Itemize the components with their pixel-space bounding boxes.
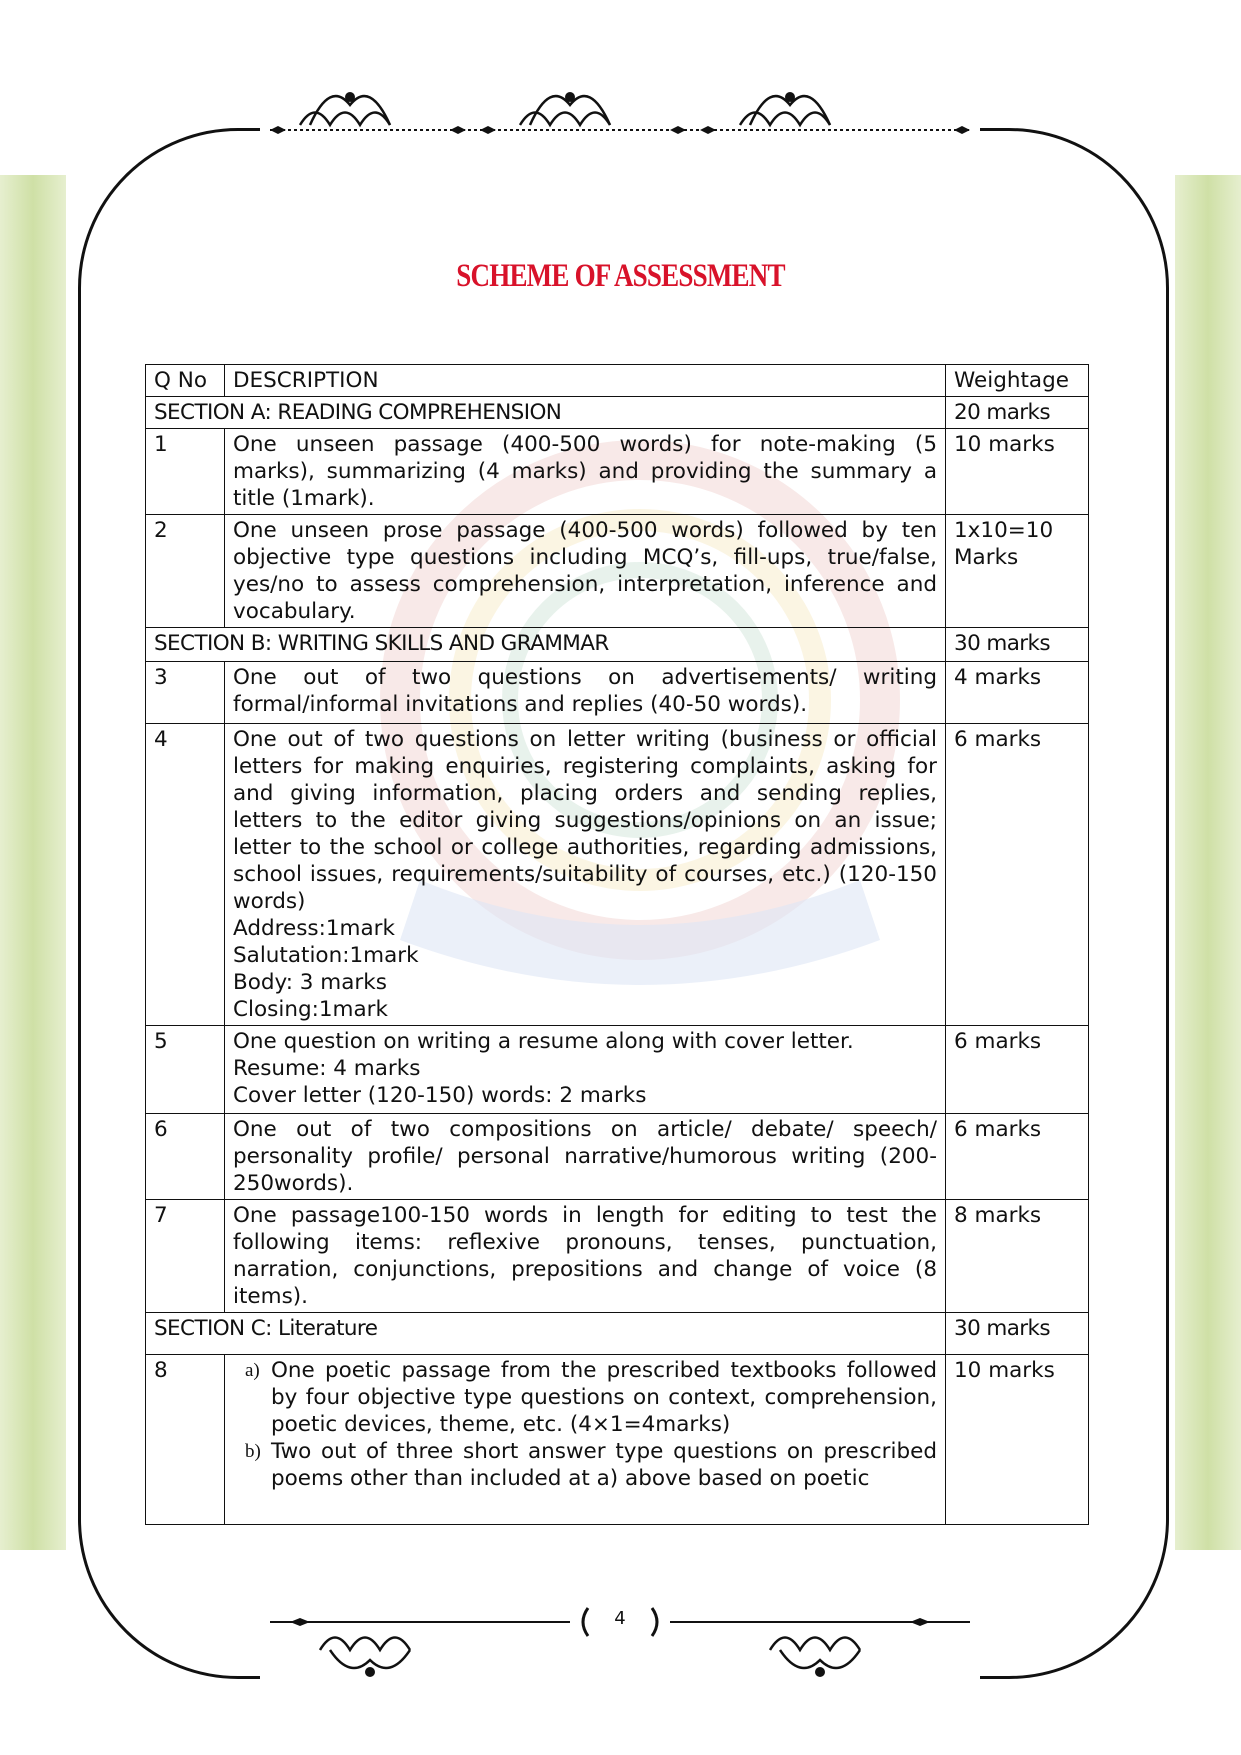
- weightage-line: 4 marks: [954, 665, 1042, 690]
- description-line: Address:1mark: [233, 916, 395, 941]
- sub-question-text: Two out of three short answer type questions on prescribed poems other than included at a) above based on poetic: [271, 1439, 937, 1491]
- description-line: One passage100-150 words in length for editing to test the following items: reflexive pronouns, tenses, punctuation, narration, conjunctions, prepositions and change of voice (8 items).: [233, 1203, 937, 1309]
- question-weightage: [946, 724, 1089, 1026]
- question-weightage: [946, 1026, 1089, 1114]
- table-header-row: [146, 365, 1089, 397]
- question-weightage: [946, 515, 1089, 628]
- table-row: [146, 662, 1089, 724]
- right-decorative-bar: [1175, 175, 1241, 1550]
- weightage-line: 10 marks: [954, 432, 1055, 457]
- section-heading: SECTION A: READING COMPREHENSION: [146, 397, 946, 429]
- question-description: [225, 429, 946, 515]
- section-marks: 30 marks: [946, 628, 1089, 662]
- question-description: [225, 1200, 946, 1313]
- question-weightage: [946, 662, 1089, 724]
- sub-question: [233, 1357, 937, 1438]
- assessment-table: [145, 364, 1089, 1525]
- question-weightage: [946, 1200, 1089, 1313]
- weightage-line: 10 marks: [954, 1358, 1055, 1383]
- description-line: One out of two compositions on article/ debate/ speech/ personality profile/ personal narrative/humorous writing (200-250words).: [233, 1117, 937, 1196]
- question-description: [225, 724, 946, 1026]
- page-number: 4: [614, 1608, 626, 1629]
- question-weightage: [946, 429, 1089, 515]
- description-line: Resume: 4 marks: [233, 1056, 421, 1081]
- section-heading-row: [146, 1313, 1089, 1355]
- section-heading-row: [146, 397, 1089, 429]
- question-weightage: [946, 1355, 1089, 1525]
- weightage-line: 1x10=10: [954, 518, 1054, 543]
- question-number: 3: [146, 662, 225, 724]
- question-number: 6: [146, 1114, 225, 1200]
- question-description: [225, 1355, 946, 1525]
- section-marks: 30 marks: [946, 1313, 1089, 1355]
- page-title: SCHEME OF ASSESSMENT: [456, 258, 785, 294]
- sub-question-marker: a): [245, 1360, 260, 1381]
- table-row: [146, 515, 1089, 628]
- question-description: [225, 1114, 946, 1200]
- table-body: [146, 397, 1089, 1525]
- question-number: 5: [146, 1026, 225, 1114]
- description-line: Body: 3 marks: [233, 970, 387, 995]
- weightage-line: 6 marks: [954, 727, 1042, 752]
- description-line: One question on writing a resume along with cover letter.: [233, 1029, 854, 1054]
- table-row: [146, 1026, 1089, 1114]
- section-heading-row: [146, 628, 1089, 662]
- weightage-line: 6 marks: [954, 1117, 1042, 1142]
- question-description: [225, 662, 946, 724]
- section-heading: SECTION C: Literature: [146, 1313, 946, 1355]
- left-decorative-bar: [0, 175, 66, 1550]
- question-number: 7: [146, 1200, 225, 1313]
- description-line: One unseen passage (400-500 words) for note-making (5 marks), summarizing (4 marks) and providing the summary a title (1mark).: [233, 432, 937, 511]
- question-number: 8: [146, 1355, 225, 1525]
- sub-question-text: One poetic passage from the prescribed textbooks followed by four objective type questions on context, comprehension, poetic devices, theme, etc. (4×1=4marks): [271, 1358, 937, 1437]
- question-number: 4: [146, 724, 225, 1026]
- description-line: One out of two questions on advertisements/ writing formal/informal invitations and replies (40-50 words).: [233, 665, 937, 717]
- weightage-line: 6 marks: [954, 1029, 1042, 1054]
- description-line: Cover letter (120-150) words: 2 marks: [233, 1083, 647, 1108]
- question-description: [225, 515, 946, 628]
- weightage-line: 8 marks: [954, 1203, 1042, 1228]
- question-description: [225, 1026, 946, 1114]
- description-line: One out of two questions on letter writing (business or official letters for making enquiries, registering complaints, asking for and giving information, placing orders and sending replies, letters to the editor giving suggestions/opinions on an issue; letter to the school or college authorities, regarding admissions, school issues, requirements/suitability of courses, etc.) (120-150 words): [233, 727, 937, 914]
- description-line: Closing:1mark: [233, 997, 388, 1022]
- section-marks: 20 marks: [946, 397, 1089, 429]
- header-description: DESCRIPTION: [225, 365, 946, 397]
- description-line: Salutation:1mark: [233, 943, 419, 968]
- weightage-line: Marks: [954, 545, 1019, 570]
- table-row: [146, 1200, 1089, 1313]
- sub-question: [233, 1438, 937, 1492]
- section-heading: SECTION B: WRITING SKILLS AND GRAMMAR: [146, 628, 946, 662]
- question-number: 2: [146, 515, 225, 628]
- table-row: [146, 1114, 1089, 1200]
- table-row: [146, 429, 1089, 515]
- top-ornament-icon: [270, 85, 970, 145]
- table-row: [146, 1355, 1089, 1525]
- table-row: [146, 724, 1089, 1026]
- header-qno: Q No: [146, 365, 225, 397]
- sub-question-marker: b): [245, 1441, 261, 1462]
- header-weightage: Weightage: [946, 365, 1089, 397]
- question-weightage: [946, 1114, 1089, 1200]
- sub-question-list: [233, 1357, 937, 1492]
- question-number: 1: [146, 429, 225, 515]
- description-line: One unseen prose passage (400-500 words) followed by ten objective type questions including MCQ’s, fill-ups, true/false, yes/no to assess comprehension, interpretation, inference and vocabulary.: [233, 518, 937, 624]
